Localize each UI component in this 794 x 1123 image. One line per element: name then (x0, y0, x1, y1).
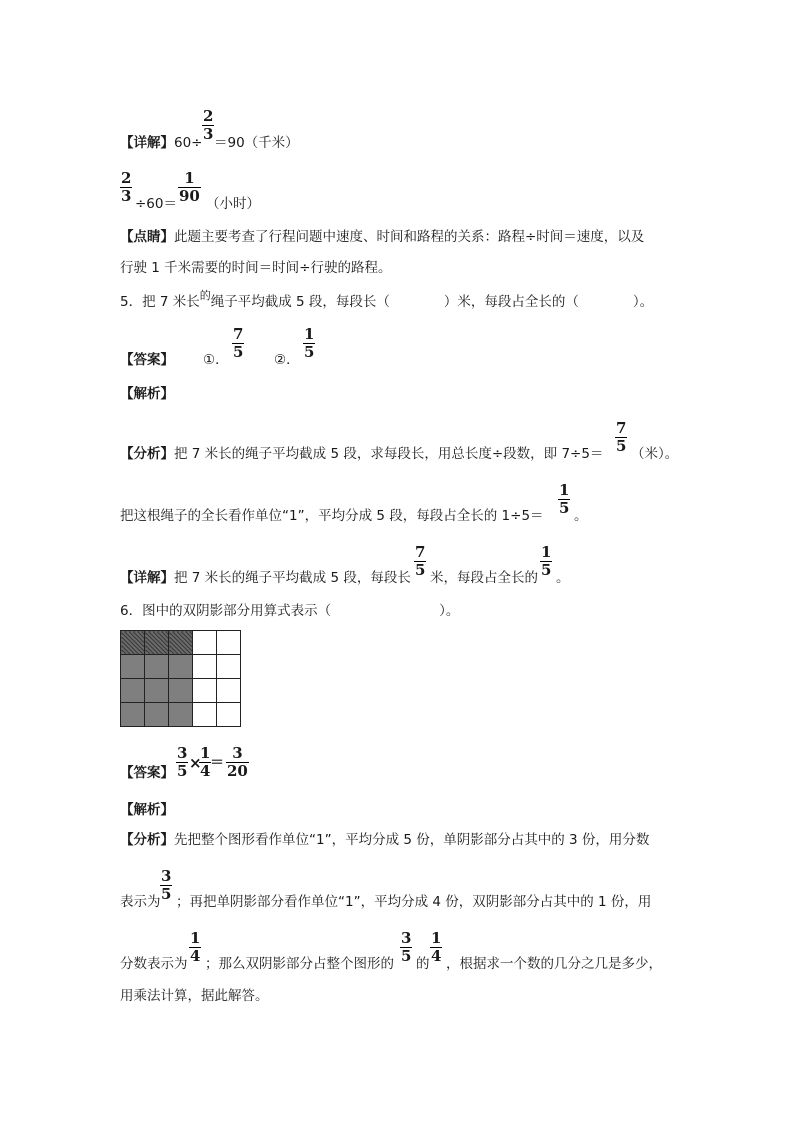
q6-fenxi-line-3c: 的 (416, 956, 430, 972)
shaded-cell (121, 655, 145, 679)
q6-fenxi-line-2b: ；再把单阴影部分看作单位“1”，平均分成 4 份，双阴影部分占其中的 1 份，用 (176, 894, 652, 910)
q6-fenxi-line-3a: 分数表示为 (120, 956, 188, 972)
blank-cell (217, 703, 241, 727)
shaded-cell (169, 703, 193, 727)
detail-post: ＝90（千米） (214, 135, 299, 151)
q6-fenxi-fraction-1-4b: $\frac{1}{4}$ (431, 929, 442, 965)
q6-question: 6．图中的双阴影部分用算式表示（ ）。 (120, 603, 460, 619)
shaded-cell (121, 679, 145, 703)
q6-fenxi-fraction-1-4: $\frac{1}{4}$ (190, 929, 201, 965)
line2-post: （小时） (206, 196, 260, 212)
q6-fenxi-line-2a: 表示为 (120, 894, 161, 910)
q5-fenxi-fraction-2: $\frac{1}{5}$ (559, 481, 570, 517)
blank-cell (193, 655, 217, 679)
blank-cell (193, 679, 217, 703)
q5-answer-2-prefix: ②． (274, 352, 300, 368)
grid-row (121, 631, 241, 655)
q6-fenxi-label: 【分析】 (120, 832, 174, 848)
blank-cell (193, 703, 217, 727)
shaded-cell (145, 703, 169, 727)
blank-cell (193, 631, 217, 655)
blank-cell (217, 655, 241, 679)
double-shaded-cell (145, 631, 169, 655)
shaded-cell (121, 703, 145, 727)
grid-row (121, 655, 241, 679)
q5-detail-label: 【详解】 (120, 570, 174, 586)
review-line-2: 行驶 1 千米需要的时间＝时间÷行驶的路程。 (120, 260, 392, 276)
q5-answer-2-fraction: $\frac{1}{5}$ (304, 325, 315, 361)
line2-mid: ÷60＝ (135, 196, 177, 212)
q5-fenxi-line-1: 【分析】把 7 米长的绳子平均截成 5 段，求每段长，用总长度÷段数，即 7÷5＝ (120, 446, 604, 462)
fraction-1-90: $\frac{1}{90}$ (179, 169, 200, 205)
review-label: 【点睛】 (120, 229, 174, 245)
fraction-2-3: $\frac{2}{3}$ (203, 107, 214, 143)
fraction-2-3: $\frac{2}{3}$ (121, 169, 132, 205)
q5-answer-1-fraction: $\frac{7}{5}$ (233, 325, 244, 361)
q5-detail-fraction-2: $\frac{1}{5}$ (541, 543, 552, 579)
q6-answer-label: 【答案】 (120, 765, 174, 781)
q5-detail-tail: 。 (556, 570, 570, 586)
q5-question: 5．把 7 米长$^的$绳子平均截成 5 段，每段长（ ）米，每段占全长的（ ）。 (120, 289, 654, 310)
detail-pre: 60÷ (174, 135, 203, 151)
detail-line-1 (120, 134, 203, 152)
shaded-cell (169, 655, 193, 679)
q5-fenxi-line-2: 把这根绳子的全长看作单位“1”，平均分成 5 段，每段占全长的 1÷5＝ (120, 508, 544, 524)
q6-fenxi-fraction-3-5b: $\frac{3}{5}$ (401, 929, 412, 965)
double-shaded-cell (121, 631, 145, 655)
q5-fenxi-line-2-tail: 。 (574, 508, 588, 524)
q5-fenxi-fraction-1: $\frac{7}{5}$ (616, 419, 627, 455)
q5-detail-fraction-1: $\frac{7}{5}$ (415, 543, 426, 579)
double-shaded-cell (169, 631, 193, 655)
shaded-cell (169, 679, 193, 703)
review-line-1: 【点睛】此题主要考查了行程问题中速度、时间和路程的关系：路程÷时间＝速度，以及 (120, 229, 645, 245)
detail-label: 【详解】 (120, 135, 174, 151)
q6-fenxi-line-3b: ；那么双阴影部分占整个图形的 (205, 956, 394, 972)
q6-answer-times: × (189, 754, 202, 772)
q5-answer-label: 【答案】 (120, 352, 174, 368)
blank-cell (217, 679, 241, 703)
q6-fenxi-line-1: 【分析】先把整个图形看作单位“1”，平均分成 5 份，单阴影部分占其中的 3 份，用分数 (120, 832, 650, 848)
grid-row (121, 703, 241, 727)
blank-cell (217, 631, 241, 655)
q5-detail-line: 【详解】把 7 米长的绳子平均截成 5 段，每段长 (120, 570, 411, 586)
q6-answer-fraction-3-20: $\frac{3}{20}$ (227, 744, 248, 780)
q6-answer-fraction-3-5: $\frac{3}{5}$ (177, 744, 188, 780)
q6-fenxi-line-3d: ，根据求一个数的几分之几是多少， (446, 956, 662, 972)
q5-detail-mid: 米，每段占全长的 (430, 570, 538, 586)
q6-analysis-label: 【解析】 (120, 802, 174, 818)
q5-fenxi-label: 【分析】 (120, 446, 174, 462)
q5-fenxi-line-1-tail: （米）。 (631, 446, 679, 462)
q6-fenxi-line-4: 用乘法计算，据此解答。 (120, 988, 269, 1004)
grid-row (121, 679, 241, 703)
shaded-grid-figure (120, 630, 241, 727)
shaded-cell (145, 655, 169, 679)
shaded-cell (145, 679, 169, 703)
q5-analysis-label: 【解析】 (120, 386, 174, 402)
q6-fenxi-fraction-3-5: $\frac{3}{5}$ (161, 867, 172, 903)
q5-answer-1-prefix: ①． (203, 352, 229, 368)
q6-answer-fraction-1-4: $\frac{1}{4}$ (200, 744, 211, 780)
q6-answer-equals: ＝ (210, 755, 224, 771)
